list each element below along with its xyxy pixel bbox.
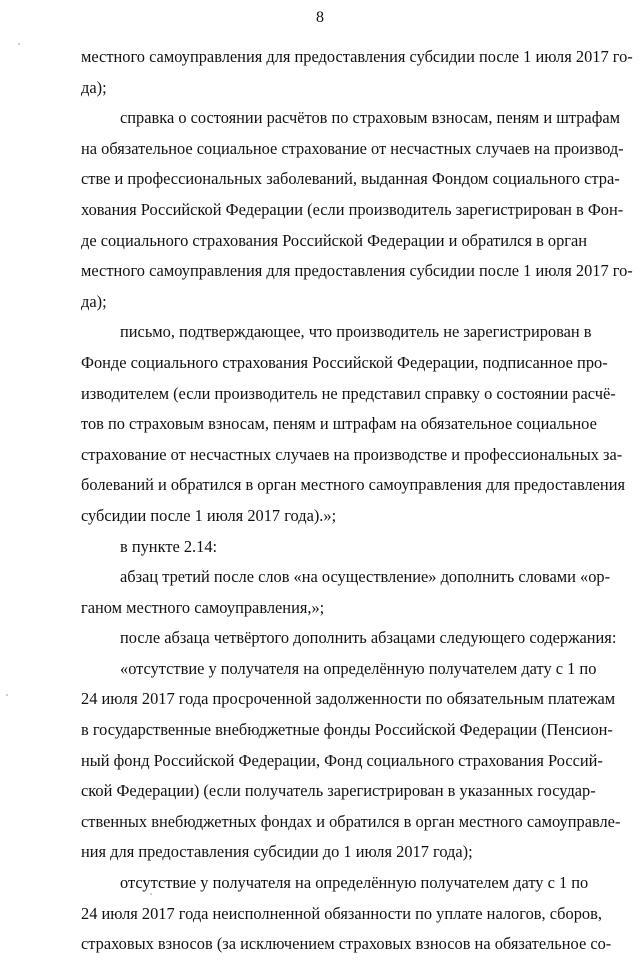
text-line: 24 июля 2017 года просроченной задолженности по обязательным платежам <box>81 689 616 709</box>
text-line: в государственные внебюджетные фонды Российской Федерации (Пенсион- <box>81 720 613 740</box>
scan-speck <box>150 893 152 895</box>
text-line: стве и профессиональных заболеваний, выданная Фондом социального стра- <box>81 169 620 189</box>
document-body <box>81 42 633 960</box>
text-line: болеваний и обратился в орган местного самоуправления для предоставления <box>81 475 626 495</box>
page-number: 8 <box>316 9 324 26</box>
text-line: да); <box>81 77 107 97</box>
text-line: ственных внебюджетных фондах и обратился в орган местного самоуправле- <box>81 811 621 831</box>
text-line: местного самоуправления для предоставления субсидии после 1 июля 2017 го- <box>81 47 633 66</box>
text-line: местного самоуправления для предоставления субсидии после 1 июля 2017 го- <box>81 261 633 281</box>
text-line: Фонде социального страхования Российской Федерации, подписанное про- <box>81 352 608 372</box>
text-line: после абзаца четвёртого дополнить абзацами следующего содержания: <box>120 628 617 648</box>
text-line: де социального страхования Российской Федерации и обратился в орган <box>81 230 588 250</box>
text-line: страховых взносов (за исключением страховых взносов на обязательное со- <box>81 934 612 954</box>
scan-speck <box>18 43 20 45</box>
text-line: в пункте 2.14: <box>120 536 218 556</box>
text-line: субсидии после 1 июля 2017 года).»; <box>81 505 337 525</box>
text-line: отсутствие у получателя на определённую получателем дату с 1 по <box>120 873 589 893</box>
text-line: ганом местного самоуправления,»; <box>81 597 325 617</box>
text-line: письмо, подтверждающее, что производитель не зарегистрирован в <box>120 322 592 342</box>
text-line: ской Федерации) (если получатель зарегистрирован в указанных государ- <box>81 781 596 801</box>
text-line: изводителем (если производитель не представил справку о состоянии расчё- <box>81 383 616 403</box>
text-line: 24 июля 2017 года неисполненной обязанности по уплате налогов, сборов, <box>81 903 602 923</box>
text-line: «отсутствие у получателя на определённую получателем дату с 1 по <box>120 658 597 678</box>
text-line: ния для предоставления субсидии до 1 июля 2017 года); <box>81 842 473 862</box>
text-line: на обязательное социальное страхование от несчастных случаев на производ- <box>81 138 624 158</box>
text-line: абзац третий после слов «на осуществление» дополнить словами «ор- <box>120 567 611 587</box>
text-line: страхование от несчастных случаев на производстве и профессиональных за- <box>81 444 623 464</box>
scan-speck <box>6 694 8 696</box>
text-line: ный фонд Российской Федерации, Фонд социального страхования Россий- <box>81 750 603 770</box>
text-line: тов по страховым взносам, пеням и штрафам на обязательное социальное <box>81 414 597 434</box>
text-line: да); <box>81 291 107 311</box>
text-line: хования Российской Федерации (если производитель зарегистрирован в Фон- <box>81 199 624 219</box>
text-line: справка о состоянии расчётов по страховым взносам, пеням и штрафам <box>120 108 620 128</box>
